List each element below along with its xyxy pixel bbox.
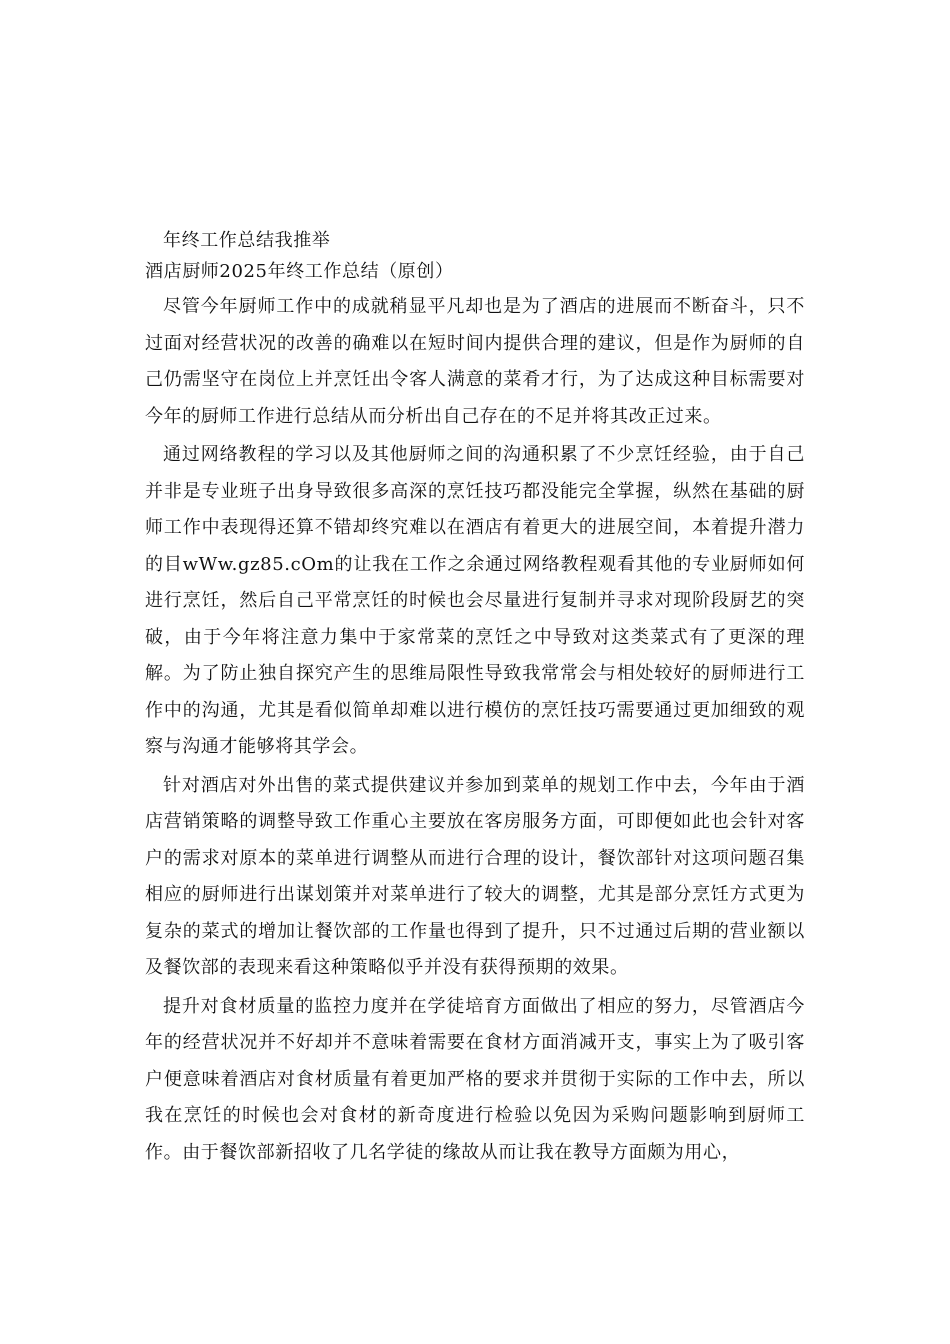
paragraph-4: 提升对食材质量的监控力度并在学徒培育方面做出了相应的努力，尽管酒店今年的经营状况并不好却并不意味着需要在食材方面消减开支，事实上为了吸引客户便意味着酒店对食材质量有着更加严格的要求并贯彻于实际的工作中去，所以我在烹饪的时候也会对食材的新奇度进行检验以免因为采购问题影响到厨师工作。由于餐饮部新招收了几名学徒的缘故从而让我在教导方面颇为用心， [145, 995, 805, 1163]
document-title: 酒店厨师2025年终工作总结（原创） [145, 260, 454, 282]
document-body [145, 226, 805, 1171]
paragraph-2: 通过网络教程的学习以及其他厨师之间的沟通积累了不少烹饪经验，由于自己并非是专业班子出身导致很多高深的烹饪技巧都没能完全掌握，纵然在基础的厨师工作中表现得还算不错却终究难以在酒店有着更大的进展空间，本着提升潜力的目wWw.gz85.cOm的让我在工作之余通过网络教程观看其他的专业厨师如何进行烹饪，然后自己平常烹饪的时候也会尽量进行复制并寻求对现阶段厨艺的突破，由于今年将注意力集中于家常菜的烹饪之中导致对这类菜式有了更深的理解。为了防止独自探究产生的思维局限性导致我常常会与相处较好的厨师进行工作中的沟通，尤其是看似简单却难以进行模仿的烹饪技巧需要通过更加细致的观察与沟通才能够将其学会。 [145, 444, 805, 757]
recommend-line: 年终工作总结我推举 [163, 230, 331, 251]
paragraph-1: 尽管今年厨师工作中的成就稍显平凡却也是为了酒店的进展而不断奋斗，只不过面对经营状况的改善的确难以在短时间内提供合理的建议，但是作为厨师的自己仍需坚守在岗位上并烹饪出令客人满意的菜肴才行，为了达成这种目标需要对今年的厨师工作进行总结从而分析出自己存在的不足并将其改正过来。 [145, 296, 805, 427]
paragraph-3: 针对酒店对外出售的菜式提供建议并参加到菜单的规划工作中去，今年由于酒店营销策略的调整导致工作重心主要放在客房服务方面，可即便如此也会针对客户的需求对原本的菜单进行调整从而进行合理的设计，餐饮部针对这项问题召集相应的厨师进行出谋划策并对菜单进行了较大的调整，尤其是部分烹饪方式更为复杂的菜式的增加让餐饮部的工作量也得到了提升，只不过通过后期的营业额以及餐饮部的表现来看这种策略似乎并没有获得预期的效果。 [145, 774, 805, 978]
